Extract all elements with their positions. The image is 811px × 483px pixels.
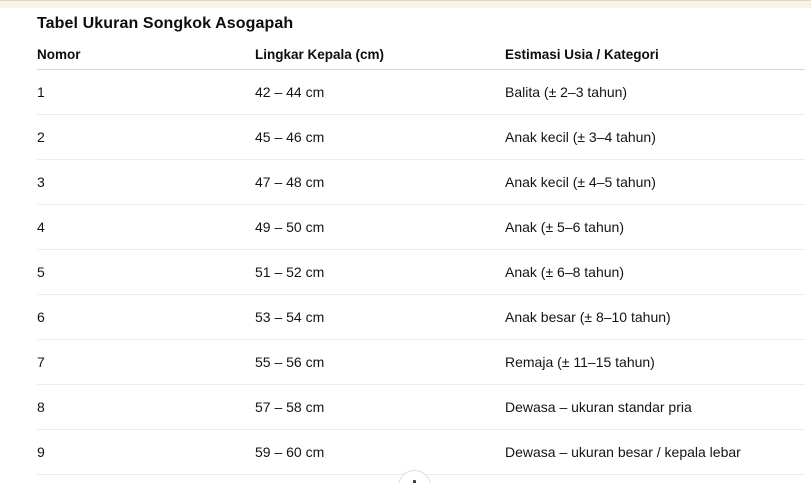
cell-kategori: Anak besar (± 8–10 tahun)	[505, 309, 671, 325]
cell-lingkar-kepala: 59 – 60 cm	[255, 444, 325, 460]
cell-kategori: Anak (± 5–6 tahun)	[505, 219, 624, 235]
arrow-down-icon	[413, 480, 416, 483]
cell-lingkar-kepala: 47 – 48 cm	[255, 174, 325, 190]
top-banner	[0, 0, 811, 8]
cell-nomor: 8	[37, 399, 45, 415]
table-row	[37, 250, 805, 295]
cell-nomor: 2	[37, 129, 45, 145]
column-header-nomor: Nomor	[37, 47, 81, 62]
page-title: Tabel Ukuran Songkok Asogapah	[37, 15, 294, 32]
table-row	[37, 70, 805, 115]
table-section	[0, 13, 811, 475]
table-row	[37, 430, 805, 475]
cell-nomor: 1	[37, 84, 45, 100]
table-header-row	[37, 35, 805, 70]
cell-nomor: 7	[37, 354, 45, 370]
size-table	[37, 35, 805, 475]
cell-kategori: Anak (± 6–8 tahun)	[505, 264, 624, 280]
cell-nomor: 4	[37, 219, 45, 235]
cell-lingkar-kepala: 57 – 58 cm	[255, 399, 325, 415]
cell-kategori: Anak kecil (± 3–4 tahun)	[505, 129, 656, 145]
cell-lingkar-kepala: 51 – 52 cm	[255, 264, 325, 280]
cell-kategori: Dewasa – ukuran standar pria	[505, 399, 692, 415]
cell-lingkar-kepala: 55 – 56 cm	[255, 354, 325, 370]
cell-lingkar-kepala: 42 – 44 cm	[255, 84, 325, 100]
table-row	[37, 295, 805, 340]
cell-kategori: Balita (± 2–3 tahun)	[505, 84, 628, 100]
cell-lingkar-kepala: 45 – 46 cm	[255, 129, 325, 145]
cell-nomor: 6	[37, 309, 45, 325]
cell-kategori: Dewasa – ukuran besar / kepala lebar	[505, 444, 741, 460]
table-body	[37, 70, 805, 475]
cell-lingkar-kepala: 49 – 50 cm	[255, 219, 325, 235]
table-row	[37, 205, 805, 250]
table-row	[37, 340, 805, 385]
column-header-estimasi-usia: Estimasi Usia / Kategori	[505, 47, 659, 62]
table-row	[37, 385, 805, 430]
table-row	[37, 115, 805, 160]
cell-nomor: 9	[37, 444, 45, 460]
cell-nomor: 5	[37, 264, 45, 280]
cell-lingkar-kepala: 53 – 54 cm	[255, 309, 325, 325]
table-row	[37, 160, 805, 205]
column-header-lingkar-kepala: Lingkar Kepala (cm)	[255, 47, 385, 62]
cell-kategori: Remaja (± 11–15 tahun)	[505, 354, 655, 370]
cell-nomor: 3	[37, 174, 45, 190]
cell-kategori: Anak kecil (± 4–5 tahun)	[505, 174, 656, 190]
